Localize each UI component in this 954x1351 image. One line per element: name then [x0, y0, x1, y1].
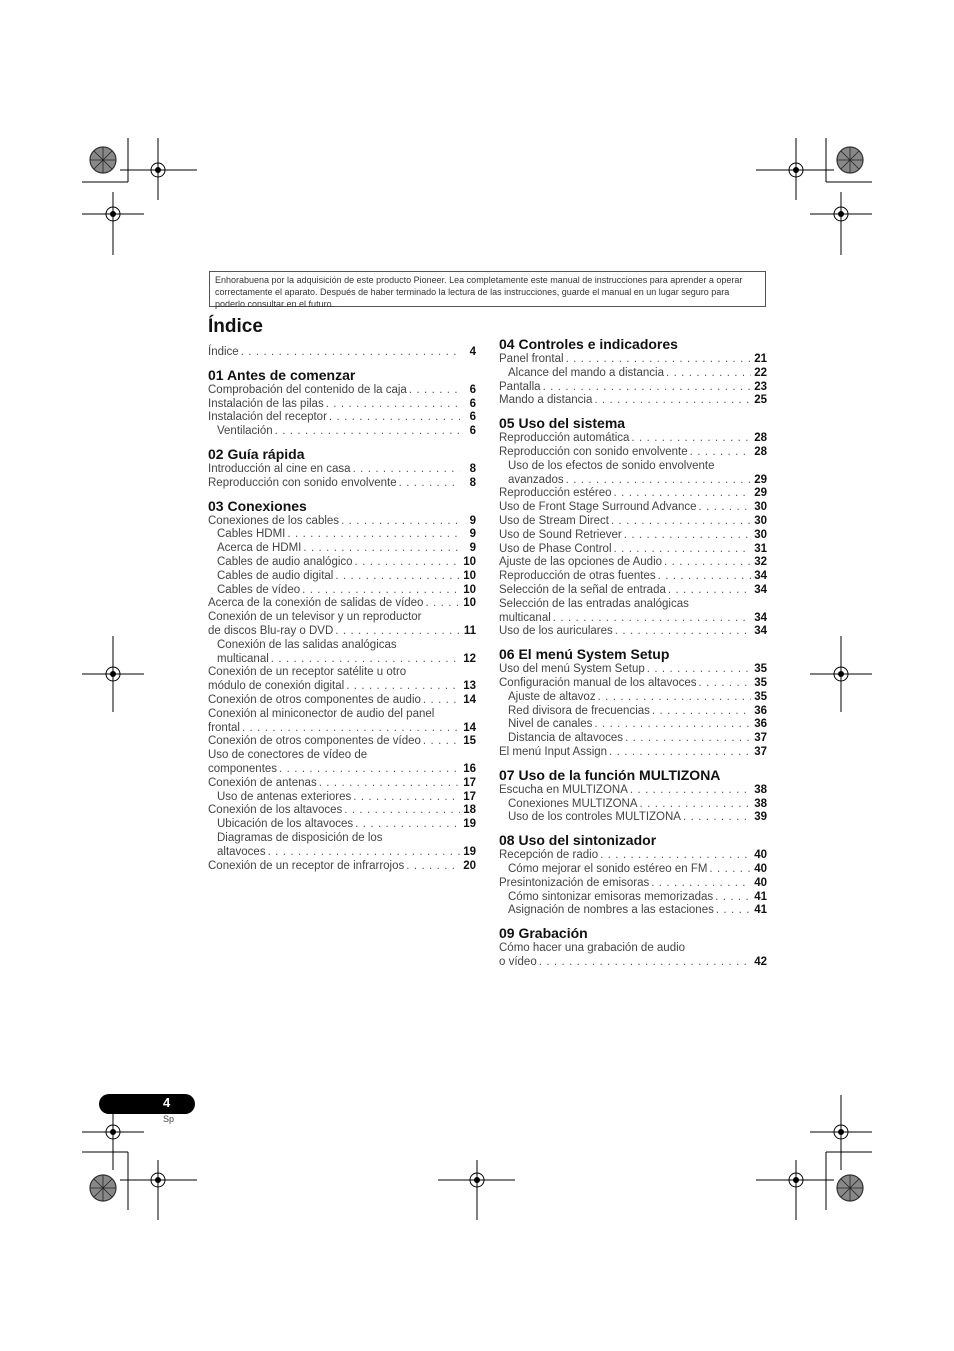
toc-entry[interactable]: Comprobación del contenido de la caja . . . 6: [208, 384, 476, 398]
page-title: Índice: [208, 316, 263, 337]
toc-entry[interactable]: Nivel de canales . . . 36: [499, 718, 767, 732]
toc-entry-line1[interactable]: Conexión de un receptor satélite u otro: [208, 666, 407, 679]
toc-entry[interactable]: Uso de Sound Retriever . . . 30: [499, 529, 767, 543]
toc-entry[interactable]: Cómo sintonizar emisoras memorizadas . . . 41: [499, 891, 767, 905]
toc-entry[interactable]: Reproducción con sonido envolvente . . . 8: [208, 477, 476, 491]
toc-entry-line1[interactable]: Cómo hacer una grabación de audio: [499, 942, 686, 955]
toc-entry[interactable]: altavoces . . . 19: [208, 846, 476, 860]
toc-entry[interactable]: Selección de la señal de entrada . . . 34: [499, 584, 767, 598]
toc-entry[interactable]: Uso del menú System Setup . . . 35: [499, 663, 767, 677]
toc-entry[interactable]: Reproducción de otras fuentes . . . 34: [499, 570, 767, 584]
section-heading: 05 Uso del sistema: [499, 415, 626, 432]
toc-entry[interactable]: componentes . . . 16: [208, 763, 476, 777]
toc-entry-line1[interactable]: Conexión al miniconector de audio del panel: [208, 707, 435, 720]
section-heading: 04 Controles e indicadores: [499, 336, 678, 352]
toc-entry-line1[interactable]: Selección de las entradas analógicas: [499, 597, 689, 610]
toc-entry[interactable]: avanzados . . . 29: [499, 474, 767, 488]
language-code: Sp: [163, 1114, 175, 1124]
toc-entry[interactable]: Asignación de nombres a las estaciones . . . 41: [499, 904, 767, 918]
section-heading: 01 Antes de comenzar: [208, 366, 356, 383]
toc-entry[interactable]: Conexiones de los cables . . . 9: [208, 515, 476, 529]
toc-entry[interactable]: Recepción de radio . . . 40: [499, 849, 767, 863]
toc-entry[interactable]: Instalación de las pilas . . . 6: [208, 398, 476, 412]
toc-entry[interactable]: frontal . . . 14: [208, 722, 476, 736]
toc-entry[interactable]: Reproducción automática . . . 28: [499, 432, 767, 446]
toc-entry[interactable]: Conexión de antenas . . . 17: [208, 777, 476, 791]
toc-entry-line1[interactable]: Uso de los efectos de sonido envolvente: [508, 459, 715, 472]
toc-entry[interactable]: Uso de antenas exteriores . . . 17: [208, 791, 476, 805]
toc-entry[interactable]: Uso de Front Stage Surround Advance . . . 30: [499, 501, 767, 515]
toc-entry[interactable]: Uso de los controles MULTIZONA . . . 39: [499, 811, 767, 825]
toc-entry[interactable]: Configuración manual de los altavoces . . . 35: [499, 677, 767, 691]
toc-entry[interactable]: Conexión de un receptor de infrarrojos . . . 20: [208, 860, 476, 874]
toc-entry[interactable]: módulo de conexión digital . . . 13: [208, 680, 476, 694]
intro-notice: Enhorabuena por la adquisición de este producto Pioneer. Lea completamente este manual de instrucciones para aprender a operar correctamente el aparato. Después de haber terminado la lectura de las instrucciones, guarde el manual en un lugar seguro para poderlo consultar en el futuro.: [209, 271, 766, 307]
toc-entry[interactable]: Introducción al cine en casa . . . 8: [208, 463, 476, 477]
section-heading: 02 Guía rápida: [208, 445, 305, 462]
toc-entry[interactable]: Presintonización de emisoras . . . 40: [499, 877, 767, 891]
toc-entry[interactable]: Acerca de HDMI . . . 9: [208, 542, 476, 556]
toc-entry[interactable]: Ajuste de altavoz . . . 35: [499, 691, 767, 705]
section-heading: 09 Grabación: [499, 925, 588, 942]
toc-entry[interactable]: Ventilación . . . 6: [208, 425, 476, 439]
toc-entry[interactable]: Ajuste de las opciones de Audio . . . 32: [499, 556, 767, 570]
section-heading: 03 Conexiones: [208, 497, 307, 514]
section-heading: 07 Uso de la función MULTIZONA: [499, 766, 721, 783]
toc-entry[interactable]: Distancia de altavoces . . . 37: [499, 732, 767, 746]
toc-entry[interactable]: Conexión de otros componentes de audio . . . 14: [208, 694, 476, 708]
toc-entry[interactable]: Alcance del mando a distancia . . . 22: [499, 367, 767, 381]
section-heading: 08 Uso del sintonizador: [499, 832, 657, 849]
toc-entry[interactable]: Cables de audio analógico . . . 10: [208, 556, 476, 570]
toc-entry[interactable]: Reproducción estéreo . . . 29: [499, 487, 767, 501]
toc-entry[interactable]: Uso de Phase Control . . . 31: [499, 543, 767, 557]
toc-entry[interactable]: Uso de los auriculares . . . 34: [499, 625, 767, 639]
toc-entry[interactable]: Uso de Stream Direct . . . 30: [499, 515, 767, 529]
toc-entry[interactable]: Pantalla . . . 23: [499, 381, 767, 395]
toc-entry[interactable]: multicanal . . . 12: [208, 653, 476, 667]
toc-entry-line1[interactable]: Diagramas de disposición de los: [217, 831, 383, 844]
toc-entry[interactable]: multicanal . . . 34: [499, 612, 767, 626]
toc-entry[interactable]: El menú Input Assign . . . 37: [499, 746, 767, 760]
toc-right-column: [499, 335, 767, 970]
toc-entry[interactable]: o vídeo . . . 42: [499, 956, 767, 970]
toc-entry[interactable]: Red divisora de frecuencias . . . 36: [499, 705, 767, 719]
toc-entry-line1[interactable]: Conexión de un televisor y un reproductor: [208, 611, 422, 624]
toc-entry[interactable]: Instalación del receptor . . . 6: [208, 411, 476, 425]
toc-entry[interactable]: Escucha en MULTIZONA . . . 38: [499, 784, 767, 798]
toc-entry[interactable]: Conexión de otros componentes de vídeo . . . 15: [208, 735, 476, 749]
toc-entry[interactable]: Cables de audio digital . . . 10: [208, 570, 476, 584]
toc-entry[interactable]: Cables de vídeo . . . 10: [208, 584, 476, 598]
toc-entry[interactable]: Ubicación de los altavoces . . . 19: [208, 818, 476, 832]
toc-entry-line1[interactable]: Conexión de las salidas analógicas: [217, 638, 397, 651]
toc-entry[interactable]: Cómo mejorar el sonido estéreo en FM . . . 40: [499, 863, 767, 877]
toc-entry[interactable]: Conexiones MULTIZONA . . . 38: [499, 798, 767, 812]
toc-entry[interactable]: Panel frontal . . . 21: [499, 353, 767, 367]
toc-entry[interactable]: Reproducción con sonido envolvente . . . 28: [499, 446, 767, 460]
toc-entry[interactable]: Cables HDMI . . . 9: [208, 528, 476, 542]
toc-entry[interactable]: Índice . . . 4: [208, 346, 476, 360]
toc-entry[interactable]: Acerca de la conexión de salidas de vídeo . . . 10: [208, 597, 476, 611]
toc-left-column: [208, 346, 476, 873]
page-number: 4: [163, 1095, 171, 1110]
page-number-tab: [99, 1094, 195, 1114]
toc-entry[interactable]: de discos Blu-ray o DVD . . . 11: [208, 625, 476, 639]
toc-entry[interactable]: Mando a distancia . . . 25: [499, 394, 767, 408]
toc-entry-line1[interactable]: Uso de conectores de vídeo de: [208, 749, 368, 762]
toc-entry[interactable]: Conexión de los altavoces . . . 18: [208, 804, 476, 818]
section-heading: 06 El menú System Setup: [499, 646, 670, 663]
